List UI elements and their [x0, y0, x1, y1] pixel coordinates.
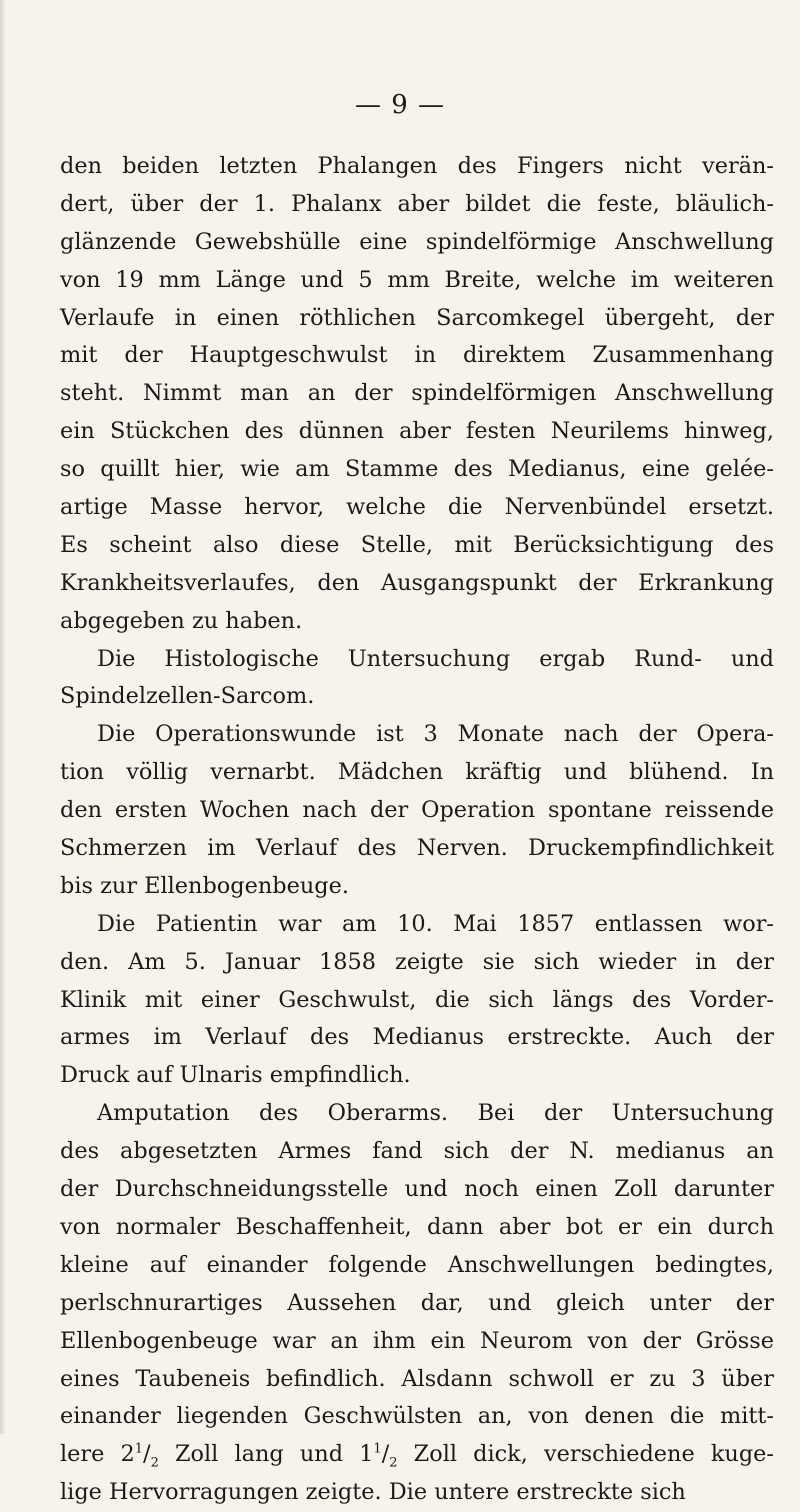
- text-line: Schmerzen im Verlauf des Nerven. Druckempfindlichkeit: [60, 835, 774, 862]
- text-line: ein Stückchen des dünnen aber festen Neurilems hinweg,: [60, 418, 774, 445]
- fraction-a-whole: 2: [120, 1441, 135, 1468]
- text-line: Die Operationswunde ist 3 Monate nach der Opera-: [97, 721, 774, 748]
- text-line: bis zur Ellenbogenbeuge.: [60, 872, 350, 899]
- text-line: eines Taubeneis befindlich. Alsdann schwoll er zu 3 über: [60, 1365, 774, 1392]
- text-line: von 19 mm Länge und 5 mm Breite, welche im weiteren: [60, 266, 774, 293]
- text-line: den beiden letzten Phalangen des Fingers nicht verän-: [60, 153, 774, 179]
- fraction-b-text: Zoll dick, verschiedene kuge-: [397, 1441, 774, 1468]
- text-line: glänzende Gewebshülle eine spindelförmige Anschwellung: [60, 228, 774, 255]
- fraction-a-denominator: 2: [150, 1455, 159, 1471]
- text-line: Druck auf Ulnaris empfindlich.: [60, 1062, 411, 1089]
- text-line: Amputation des Oberarms. Bei der Untersuchung: [97, 1100, 774, 1127]
- text-line: den ersten Wochen nach der Operation spontane reissende: [60, 797, 774, 824]
- fraction-a-text: Zoll lang und: [158, 1441, 360, 1468]
- text-line: Klinik mit einer Geschwulst, die sich längs des Vorder-: [60, 986, 774, 1013]
- text-line: Spindelzellen-Sarcom.: [60, 683, 315, 710]
- text-line: Krankheitsverlaufes, den Ausgangspunkt der Erkrankung: [60, 569, 774, 596]
- text-line: mit der Hauptgeschwulst in direktem Zusammenhang: [60, 342, 774, 369]
- text-line-fractions: lere $2^1/_2$ Zoll lang und $1^1/_2$ Zoll dick, verschiedene kuge-: [60, 1441, 774, 1471]
- text-line: artige Masse hervor, welche die Nervenbündel ersetzt.: [60, 494, 774, 521]
- text-line: Verlaufe in einen röthlichen Sarcomkegel übergeht, der: [60, 304, 774, 331]
- page-edge-shadow: [0, 0, 6, 1434]
- text-line: des abgesetzten Armes fand sich der N. medianus an: [60, 1138, 774, 1165]
- text-line: Die Histologische Untersuchung ergab Rund- und: [97, 645, 774, 672]
- text-line: kleine auf einander folgende Anschwellungen bedingtes,: [60, 1251, 774, 1278]
- text-line: lige Hervorragungen zeigte. Die untere erstreckte sich: [60, 1479, 686, 1506]
- text-line: der Durchschneidungsstelle und noch einen Zoll darunter: [60, 1176, 774, 1203]
- text-line: armes im Verlauf des Medianus erstreckte. Auch der: [60, 1024, 774, 1051]
- text-line: perlschnurartiges Aussehen dar, und gleich unter der: [60, 1289, 774, 1316]
- text-line: tion völlig vernarbt. Mädchen kräftig und blühend. In: [60, 759, 774, 786]
- page-number: — 9 —: [354, 90, 446, 120]
- text-line: Es scheint also diese Stelle, mit Berücksichtigung des: [60, 531, 774, 558]
- text-line: abgegeben zu haben.: [60, 607, 303, 634]
- text-line: einander liegenden Geschwülsten an, von denen die mitt-: [60, 1403, 774, 1430]
- text-line: so quillt hier, wie am Stamme des Medianus, eine gelée-: [60, 456, 774, 483]
- text-line: Ellenbogenbeuge war an ihm ein Neurom von der Grösse: [60, 1327, 774, 1354]
- fraction-b-numerator: 1: [373, 1441, 382, 1457]
- fraction-a-numerator: 1: [134, 1441, 144, 1457]
- fraction-prefix: lere: [60, 1441, 121, 1468]
- fraction-b-denominator: 2: [389, 1455, 398, 1471]
- body-text: [60, 148, 774, 1512]
- fraction-b-whole: 1: [359, 1441, 374, 1468]
- text-line: dert, über der 1. Phalanx aber bildet die feste, bläulich-: [60, 190, 774, 217]
- text-line: von normaler Beschaffenheit, dann aber bot er ein durch: [60, 1213, 774, 1240]
- text-line: den. Am 5. Januar 1858 zeigte sie sich wieder in der: [60, 948, 774, 975]
- text-line: steht. Nimmt man an der spindelförmigen Anschwellung: [60, 380, 774, 407]
- text-line: Die Patientin war am 10. Mai 1857 entlassen wor-: [97, 910, 774, 937]
